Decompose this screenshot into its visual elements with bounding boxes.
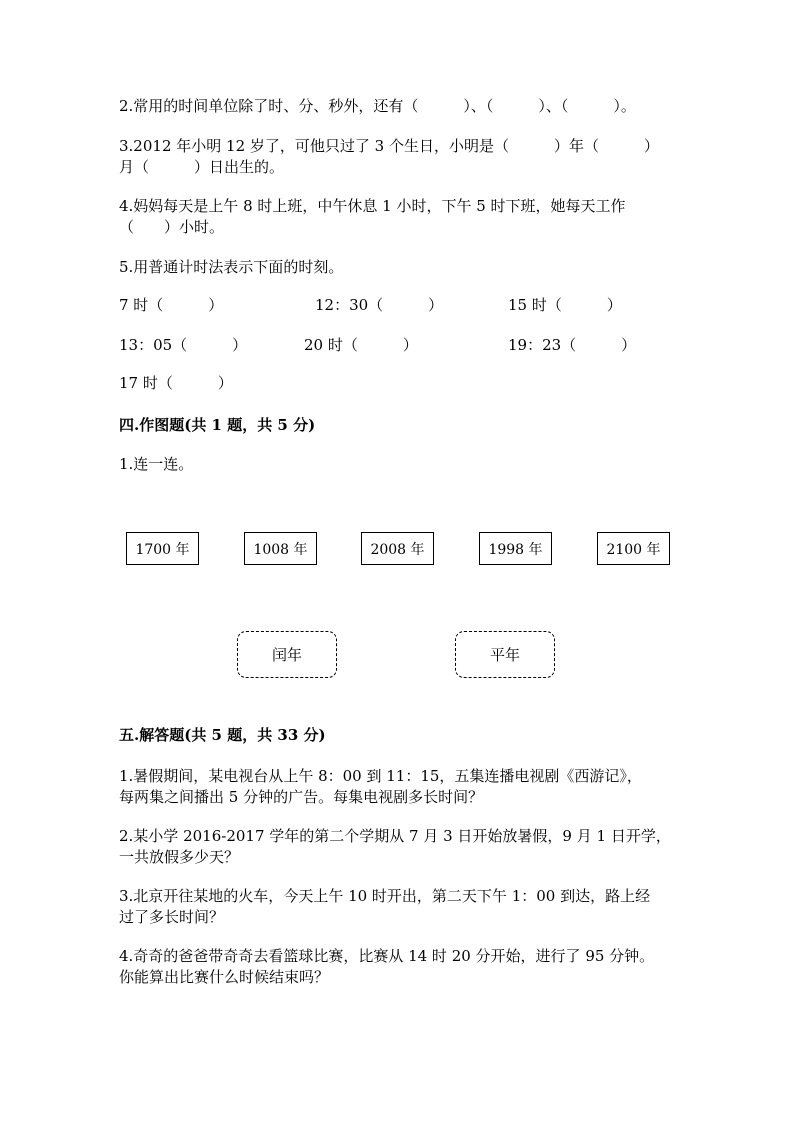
section-5-question-1-line2: 每两集之间播出 5 分钟的广告。每集电视剧多长时间？ xyxy=(119,788,484,806)
time-item-4: 13：05（ ） xyxy=(119,336,248,354)
question-3-3-line2: 月（ ）日出生的。 xyxy=(119,158,285,176)
section-5-question-2-line2: 一共放假多少天？ xyxy=(119,848,240,866)
year-box-2100[interactable] xyxy=(597,532,670,565)
common-year-label: 平年 xyxy=(489,646,520,664)
section-4-heading: 四.作图题(共 1 题，共 5 分) xyxy=(119,416,316,434)
year-label: 1998 年 xyxy=(488,541,543,558)
section-5-question-4-line1: 4.奇奇的爸爸带奇奇去看篮球比赛，比赛从 14 时 20 分开始，进行了 95 分钟。 xyxy=(119,947,655,965)
question-3-2: 2.常用的时间单位除了时、分、秒外，还有（ ）、（ ）、（ ）。 xyxy=(119,97,636,115)
question-3-3-line1: 3.2012 年小明 12 岁了，可他只过了 3 个生日，小明是（ ）年（ ） xyxy=(119,137,659,155)
year-box-2008[interactable] xyxy=(361,532,434,565)
year-box-1700[interactable] xyxy=(126,532,199,565)
question-3-4-line2: （ ）小时。 xyxy=(119,218,225,236)
section-5-question-2-line1: 2.某小学 2016-2017 学年的第二个学期从 7 月 3 日开始放暑假，9 月 1 日开学， xyxy=(119,827,671,845)
section-5-question-3-line1: 3.北京开往某地的火车，今天上午 10 时开出，第二天下午 1：00 到达，路上经 xyxy=(119,887,651,905)
year-box-1998[interactable] xyxy=(479,532,552,565)
year-box-1008[interactable] xyxy=(244,532,317,565)
year-label: 1008 年 xyxy=(253,541,308,558)
year-label: 2008 年 xyxy=(370,541,425,558)
question-3-4-line1: 4.妈妈每天是上午 8 时上班，中午休息 1 小时，下午 5 时下班，她每天工作 xyxy=(119,197,626,215)
section-4-question-1: 1.连一连。 xyxy=(119,455,194,473)
question-3-5: 5.用普通计时法表示下面的时刻。 xyxy=(119,258,344,276)
leap-year-label: 闰年 xyxy=(271,646,302,664)
time-item-2: 12：30（ ） xyxy=(315,296,444,314)
year-label: 1700 年 xyxy=(135,541,190,558)
section-5-question-1-line1: 1.暑假期间，某电视台从上午 8：00 到 11：15，五集连播电视剧《西游记》， xyxy=(119,767,642,785)
year-label: 2100 年 xyxy=(606,541,661,558)
section-5-question-4-line2: 你能算出比赛什么时候结束吗？ xyxy=(119,968,330,986)
time-item-1: 7 时（ ） xyxy=(119,296,224,314)
time-item-5: 20 时（ ） xyxy=(304,336,418,354)
common-year-box[interactable] xyxy=(455,631,555,678)
leap-year-box[interactable] xyxy=(237,631,337,678)
time-item-7: 17 时（ ） xyxy=(119,374,233,392)
time-item-6: 19：23（ ） xyxy=(508,336,637,354)
section-5-question-3-line2: 过了多长时间？ xyxy=(119,908,225,926)
time-item-3: 15 时（ ） xyxy=(508,296,622,314)
section-5-heading: 五.解答题(共 5 题，共 33 分) xyxy=(119,726,326,744)
